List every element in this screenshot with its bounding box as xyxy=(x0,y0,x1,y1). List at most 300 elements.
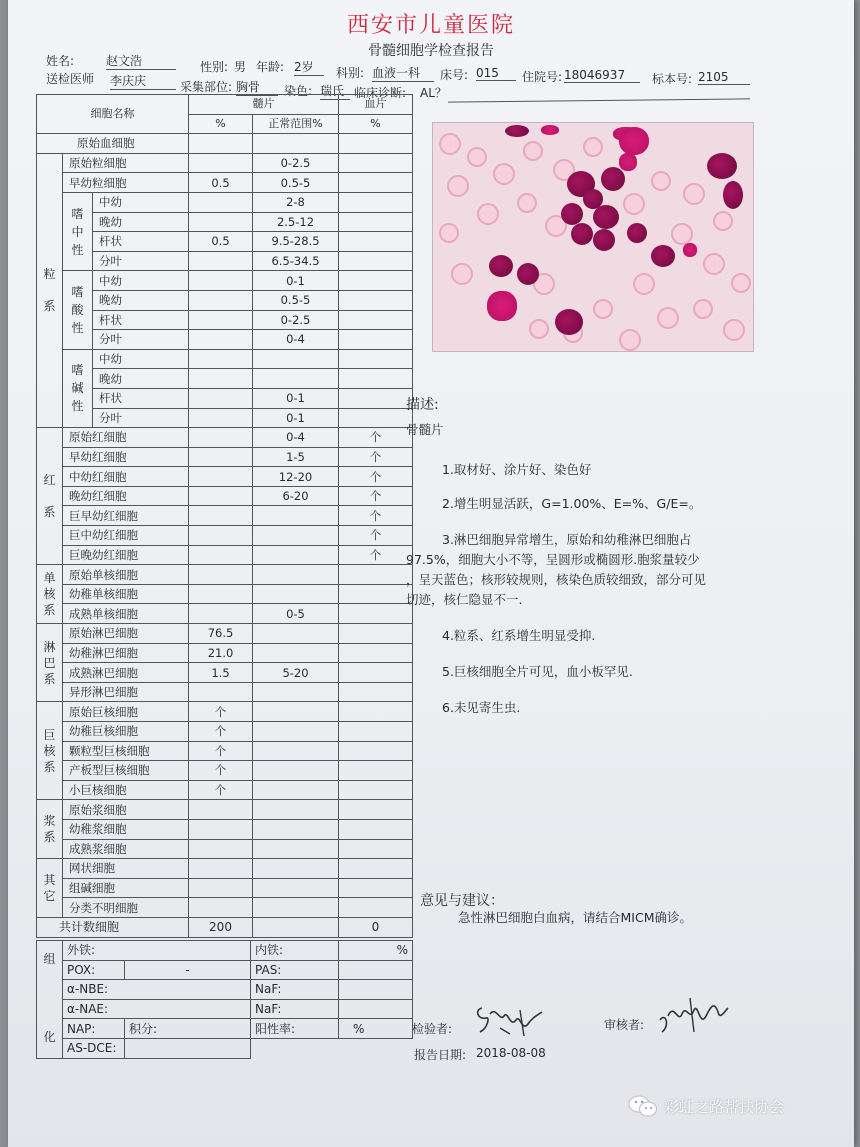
blood-value: 个 xyxy=(339,428,413,448)
blood-value xyxy=(339,192,413,212)
lymphoblast xyxy=(723,181,743,209)
marrow-value xyxy=(189,819,253,839)
marrow-value xyxy=(189,428,253,448)
specimen-number: 2105 xyxy=(698,70,750,85)
inner-iron-label: 内铁: xyxy=(251,941,339,961)
blood-value xyxy=(339,722,413,742)
table-row xyxy=(37,388,413,408)
table-row xyxy=(37,859,413,879)
collection-site: 胸骨 xyxy=(236,78,278,96)
stain-label: 染色: xyxy=(284,84,313,98)
blood-value xyxy=(339,643,413,663)
normal-range xyxy=(253,761,339,781)
diagnosis-label: 临床诊断: xyxy=(354,86,407,100)
marrow-value: 个 xyxy=(189,761,253,781)
group-basophil: 嗜 碱 性 xyxy=(63,349,93,427)
pox-value: - xyxy=(125,960,251,980)
blood-value: 个 xyxy=(339,545,413,565)
table-row xyxy=(37,290,413,310)
marrow-value: 21.0 xyxy=(189,643,253,663)
marrow-value xyxy=(189,682,253,702)
empty-cell xyxy=(251,1038,413,1058)
rbc xyxy=(439,223,459,243)
hospital-name: 西安市儿童医院 xyxy=(346,13,515,38)
marrow-value xyxy=(189,526,253,546)
total-label: 共计数细胞 xyxy=(37,917,189,937)
normal-range: 0-4 xyxy=(253,428,339,448)
marrow-value xyxy=(189,486,253,506)
description-item: 切迹，核仁隐显不一. xyxy=(406,592,523,607)
rbc xyxy=(593,299,613,319)
cell-name: 原始红细胞 xyxy=(63,428,189,448)
table-row xyxy=(37,192,413,212)
normal-range: 0.5-5 xyxy=(253,290,339,310)
table-row xyxy=(37,271,413,291)
cell-name: 早幼红细胞 xyxy=(63,447,189,467)
normal-range xyxy=(253,722,339,742)
table-row xyxy=(37,212,413,232)
lymphoblast xyxy=(593,229,615,251)
normal-range xyxy=(253,369,339,389)
rbc xyxy=(713,211,733,231)
marrow-value xyxy=(189,388,253,408)
cell-name: 成熟单核细胞 xyxy=(63,604,189,624)
normal-range xyxy=(253,584,339,604)
table-row xyxy=(37,702,413,722)
table-row xyxy=(37,898,413,918)
rbc xyxy=(651,171,671,191)
blood-value xyxy=(339,702,413,722)
blood-value xyxy=(339,388,413,408)
normal-range: 2.5-12 xyxy=(253,212,339,232)
rbc xyxy=(529,319,549,339)
normal-range: 0-5 xyxy=(253,604,339,624)
cell-name: 原始血细胞 xyxy=(37,134,189,154)
rbc xyxy=(523,141,543,161)
dept-label: 科别: xyxy=(336,66,365,80)
table-row xyxy=(37,349,413,369)
table-row xyxy=(37,800,413,820)
opinion-heading: 意见与建议： xyxy=(420,893,504,909)
table-row xyxy=(37,999,413,1019)
normal-range: 2-8 xyxy=(253,192,339,212)
patient-bed: 015 xyxy=(476,66,516,81)
age-label: 年龄: xyxy=(256,60,285,74)
normal-range xyxy=(253,506,339,526)
cell-name: 组碱细胞 xyxy=(63,878,189,898)
blood-value xyxy=(339,741,413,761)
stain-method: 瑞氏 xyxy=(320,82,350,100)
group-erythroid: 红 系 xyxy=(37,428,63,565)
group-lymphocyte: 淋 巴 系 xyxy=(37,624,63,702)
normal-range: 0-1 xyxy=(253,388,339,408)
marrow-value xyxy=(189,545,253,565)
blood-value xyxy=(339,839,413,859)
cell xyxy=(619,153,637,171)
cell-name: 晚幼红细胞 xyxy=(63,486,189,506)
normal-range xyxy=(253,859,339,879)
table-row xyxy=(37,526,413,546)
marrow-value xyxy=(189,859,253,879)
normal-range xyxy=(253,349,339,369)
naf-label: NaF: xyxy=(251,980,339,1000)
normal-range: 0-1 xyxy=(253,408,339,428)
marrow-value: 1.5 xyxy=(189,663,253,683)
blood-value: 个 xyxy=(339,447,413,467)
group-cytochemistry: 组 化 xyxy=(37,941,63,1059)
table-row xyxy=(37,134,413,154)
description-sub: 骨髓片 xyxy=(406,422,444,437)
patient-sex: 男 xyxy=(234,60,247,74)
lymphoblast xyxy=(593,205,619,229)
rbc xyxy=(439,133,461,155)
patient-name: 赵文浩 xyxy=(106,52,176,70)
cell-name: 颗粒型巨核细胞 xyxy=(63,741,189,761)
marrow-value xyxy=(189,192,253,212)
table-row xyxy=(37,722,413,742)
marrow-value xyxy=(189,134,253,154)
blood-value: 个 xyxy=(339,506,413,526)
cell-name: 原始淋巴细胞 xyxy=(63,624,189,644)
table-row xyxy=(37,565,413,585)
cell-name: 网状细胞 xyxy=(63,859,189,879)
blood-value xyxy=(339,780,413,800)
col-header-blood-pct: % xyxy=(339,114,413,134)
table-row xyxy=(37,624,413,644)
table-row xyxy=(37,878,413,898)
marrow-value xyxy=(189,584,253,604)
table-row xyxy=(37,643,413,663)
report-date-label: 报告日期: xyxy=(414,1048,467,1062)
report-title: 骨髓细胞学检查报告 xyxy=(368,43,494,59)
cell-name: 早幼粒细胞 xyxy=(63,173,189,193)
anbe-label: α-NBE: xyxy=(63,980,251,1000)
site-label: 采集部位: xyxy=(180,80,233,94)
table-row xyxy=(37,980,413,1000)
blood-value xyxy=(339,761,413,781)
table-row xyxy=(37,663,413,683)
rbc xyxy=(451,263,473,285)
rbc xyxy=(477,203,499,225)
table-row xyxy=(37,486,413,506)
blood-value xyxy=(339,878,413,898)
total-row xyxy=(37,917,413,937)
col-header-range: 正常范围% xyxy=(253,114,339,134)
table-row xyxy=(37,604,413,624)
opinion-text: 急性淋巴细胞白血病，请结合MICM确诊。 xyxy=(458,910,692,925)
normal-range xyxy=(253,682,339,702)
bed-label: 床号: xyxy=(440,68,469,82)
blood-value xyxy=(339,682,413,702)
cell-name: 产板型巨核细胞 xyxy=(63,761,189,781)
cell-name: 晚幼 xyxy=(93,369,189,389)
normal-range: 6-20 xyxy=(253,486,339,506)
examiner-label: 检验者: xyxy=(412,1022,453,1036)
marrow-value xyxy=(189,565,253,585)
table-row xyxy=(37,467,413,487)
normal-range: 1-5 xyxy=(253,447,339,467)
marrow-value xyxy=(189,330,253,350)
total-marrow: 200 xyxy=(189,917,253,937)
marrow-value: 0.5 xyxy=(189,232,253,252)
blood-value xyxy=(339,859,413,879)
blood-value xyxy=(339,232,413,252)
name-label: 姓名: xyxy=(46,54,75,68)
blood-value xyxy=(339,251,413,271)
description-item: 97.5%，细胞大小不等，呈圆形或椭圆形.胞浆量较少 xyxy=(406,552,700,567)
cell-name: 幼稚淋巴细胞 xyxy=(63,643,189,663)
rbc xyxy=(633,273,655,295)
table-row xyxy=(37,369,413,389)
marrow-value xyxy=(189,898,253,918)
normal-range: 0-1 xyxy=(253,271,339,291)
description-item: 4.粒系、红系增生明显受抑. xyxy=(442,628,596,643)
patient-age: 2岁 xyxy=(294,58,324,76)
normal-range xyxy=(253,545,339,565)
table-row xyxy=(37,447,413,467)
blood-value xyxy=(339,153,413,173)
blood-value xyxy=(339,604,413,624)
specimen-label: 标本号: xyxy=(652,72,693,86)
marrow-value xyxy=(189,271,253,291)
rbc xyxy=(493,163,515,185)
normal-range: 12-20 xyxy=(253,467,339,487)
blood-value xyxy=(339,898,413,918)
cell-name: 幼稚巨核细胞 xyxy=(63,722,189,742)
rbc xyxy=(467,147,487,167)
lymphoblast xyxy=(601,167,625,191)
lymphoblast xyxy=(627,223,647,243)
rbc xyxy=(657,307,679,329)
reviewer-label: 审核者: xyxy=(604,1018,645,1032)
rbc xyxy=(731,273,751,293)
table-row xyxy=(37,780,413,800)
blood-value: 个 xyxy=(339,486,413,506)
cell-name: 原始粒细胞 xyxy=(63,153,189,173)
blood-value: 个 xyxy=(339,467,413,487)
inner-iron-unit: % xyxy=(339,941,413,961)
lymphoblast xyxy=(707,153,737,179)
table-row xyxy=(37,310,413,330)
marrow-value: 76.5 xyxy=(189,624,253,644)
outer-iron-label: 外铁: xyxy=(63,941,251,961)
table-row xyxy=(37,839,413,859)
rbc xyxy=(671,223,693,245)
cell-name: 晚幼 xyxy=(93,290,189,310)
lymphoblast xyxy=(561,203,583,225)
description-item: 3.淋巴细胞异常增生，原始和幼稚淋巴细胞占 xyxy=(442,532,692,547)
description-item: 1.取材好、涂片好、染色好 xyxy=(442,462,592,477)
col-header-marrow: 髓片 xyxy=(189,95,339,115)
normal-range xyxy=(253,839,339,859)
normal-range xyxy=(253,780,339,800)
marrow-value: 个 xyxy=(189,702,253,722)
normal-range xyxy=(253,565,339,585)
blood-value xyxy=(339,134,413,154)
naf-value xyxy=(339,999,413,1019)
normal-range: 0-2.5 xyxy=(253,310,339,330)
asdce-label: AS-DCE: xyxy=(63,1038,125,1058)
examiner-signature xyxy=(470,998,550,1040)
cell-name: 巨中幼红细胞 xyxy=(63,526,189,546)
cell-name: 原始浆细胞 xyxy=(63,800,189,820)
cell-name: 幼稚单核细胞 xyxy=(63,584,189,604)
normal-range: 9.5-28.5 xyxy=(253,232,339,252)
table-row xyxy=(37,330,413,350)
lymphoblast xyxy=(651,245,675,267)
normal-range: 0-4 xyxy=(253,330,339,350)
cell xyxy=(487,291,517,321)
marrow-value xyxy=(189,349,253,369)
blood-value xyxy=(339,408,413,428)
marrow-value xyxy=(189,369,253,389)
rbc xyxy=(583,137,603,157)
rbc xyxy=(683,183,705,205)
marrow-value xyxy=(189,839,253,859)
blood-value xyxy=(339,624,413,644)
blood-value xyxy=(339,310,413,330)
blood-value xyxy=(339,271,413,291)
cell-name: 巨早幼红细胞 xyxy=(63,506,189,526)
table-row xyxy=(37,506,413,526)
lymphoblast xyxy=(571,223,593,245)
total-blood: 0 xyxy=(339,917,413,937)
inpatient-number: 18046937 xyxy=(564,68,640,83)
positive-rate-label: 阳性率: xyxy=(251,1019,339,1039)
col-header-name: 细胞名称 xyxy=(37,95,189,134)
cell-name: 成熟浆细胞 xyxy=(63,839,189,859)
lymphoblast xyxy=(555,309,583,335)
normal-range xyxy=(253,134,339,154)
cell-name: 异形淋巴细胞 xyxy=(63,682,189,702)
description-item: 2.增生明显活跃，G=1.00%、E=%、G/E=。 xyxy=(442,496,702,511)
blood-value xyxy=(339,212,413,232)
header-rule xyxy=(448,98,750,102)
table-row xyxy=(37,408,413,428)
rbc xyxy=(447,175,469,197)
doctor-name: 李庆庆 xyxy=(110,72,176,90)
description-heading: 描述: xyxy=(406,397,439,413)
cell-name: 成熟淋巴细胞 xyxy=(63,663,189,683)
pas-value xyxy=(339,960,413,980)
cell xyxy=(541,125,559,135)
marrow-value xyxy=(189,506,253,526)
normal-range xyxy=(253,624,339,644)
table-row xyxy=(37,761,413,781)
rbc xyxy=(619,329,641,351)
marrow-value xyxy=(189,878,253,898)
marrow-value xyxy=(189,153,253,173)
bone-marrow-micrograph xyxy=(432,122,754,352)
marrow-value xyxy=(189,408,253,428)
description-item: 6.未见寄生虫. xyxy=(442,700,521,715)
table-row xyxy=(37,819,413,839)
table-row xyxy=(37,545,413,565)
report-sheet xyxy=(8,0,854,1147)
cell-name: 杆状 xyxy=(93,310,189,330)
marrow-value xyxy=(189,290,253,310)
table-row xyxy=(37,584,413,604)
blood-value xyxy=(339,173,413,193)
cell-name: 晚幼 xyxy=(93,212,189,232)
blood-value: 个 xyxy=(339,526,413,546)
table-row xyxy=(37,428,413,448)
group-megakaryocyte: 巨 核 系 xyxy=(37,702,63,800)
score-label: 积分: xyxy=(125,1019,251,1039)
lymphoblast xyxy=(517,263,539,285)
cell-name: 杆状 xyxy=(93,388,189,408)
anae-label: α-NAE: xyxy=(63,999,251,1019)
marrow-value xyxy=(189,447,253,467)
cell-count-table xyxy=(36,94,413,938)
blood-value xyxy=(339,330,413,350)
table-row xyxy=(37,153,413,173)
normal-range xyxy=(253,741,339,761)
marrow-value xyxy=(189,604,253,624)
marrow-value xyxy=(189,212,253,232)
normal-range xyxy=(253,878,339,898)
col-header-blood: 血片 xyxy=(339,95,413,115)
marrow-value: 个 xyxy=(189,722,253,742)
rbc xyxy=(623,193,645,215)
cell-name: 小巨核细胞 xyxy=(63,780,189,800)
reviewer-signature xyxy=(652,992,732,1038)
report-date: 2018-08-08 xyxy=(476,1046,546,1060)
cell-name: 分类不明细胞 xyxy=(63,898,189,918)
nap-label: NAP: xyxy=(63,1019,125,1039)
cell-name: 幼稚浆细胞 xyxy=(63,819,189,839)
clinical-diagnosis: AL？ xyxy=(420,86,447,100)
marrow-value: 个 xyxy=(189,780,253,800)
marrow-value: 个 xyxy=(189,741,253,761)
naf-label: NaF: xyxy=(251,999,339,1019)
blood-value xyxy=(339,565,413,585)
cell-name: 杆状 xyxy=(93,232,189,252)
total-range xyxy=(253,917,339,937)
blood-value xyxy=(339,369,413,389)
table-row xyxy=(37,741,413,761)
normal-range xyxy=(253,526,339,546)
sex-label: 性别: xyxy=(200,60,229,74)
positive-rate-unit: % xyxy=(339,1019,413,1039)
cell-name: 中幼 xyxy=(93,192,189,212)
description-item: 5.巨核细胞全片可见，血小板罕见. xyxy=(442,664,633,679)
rbc xyxy=(703,253,725,275)
normal-range: 0.5-5 xyxy=(253,173,339,193)
table-row xyxy=(37,941,413,961)
cell-name: 中幼 xyxy=(93,349,189,369)
cell-name: 分叶 xyxy=(93,330,189,350)
normal-range: 5-20 xyxy=(253,663,339,683)
normal-range xyxy=(253,800,339,820)
group-other: 其 它 xyxy=(37,859,63,918)
rbc xyxy=(723,319,745,341)
normal-range xyxy=(253,702,339,722)
patient-dept: 血液一科 xyxy=(372,64,434,82)
table-row xyxy=(37,960,413,980)
table-row xyxy=(37,232,413,252)
marrow-value xyxy=(189,467,253,487)
cell xyxy=(683,243,697,257)
group-eosinophil: 嗜 酸 性 xyxy=(63,271,93,349)
lymphoblast xyxy=(489,255,513,277)
blood-value xyxy=(339,290,413,310)
table-row xyxy=(37,251,413,271)
table-row xyxy=(37,682,413,702)
cell xyxy=(619,127,649,155)
group-monocyte: 单 核 系 xyxy=(37,565,63,624)
cell-name: 分叶 xyxy=(93,251,189,271)
